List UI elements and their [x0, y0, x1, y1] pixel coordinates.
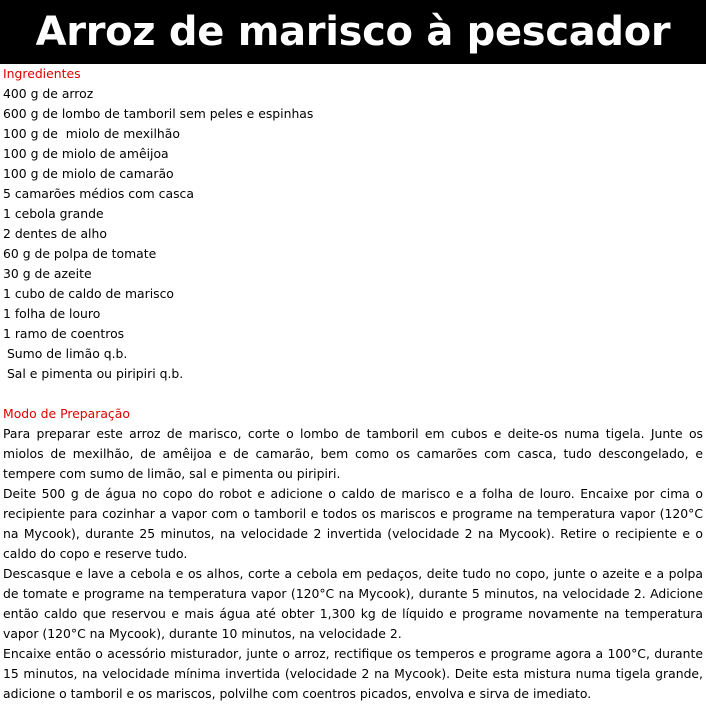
ingredient-item: 100 g de miolo de camarão	[3, 166, 174, 181]
ingredient-item: 100 g de miolo de mexilhão	[3, 126, 180, 141]
preparation-step: Encaixe então o acessório misturador, junte o arroz, rectifique os temperos e programe agora a 100°C, durante 15 minutos, na velocidade mínima invertida (velocidade 2 na Mycook). Deite esta mistura numa tigela grande, adicione o tamboril e os mariscos, polvilhe com coentros picados, envolva e sirva de imediato.	[3, 646, 703, 701]
ingredient-item: 1 folha de louro	[3, 306, 101, 321]
ingredient-item: 60 g de polpa de tomate	[3, 246, 157, 261]
ingredient-item: 2 dentes de alho	[3, 226, 107, 241]
title-bar	[0, 0, 706, 64]
preparation-step: Descasque e lave a cebola e os alhos, corte a cebola em pedaços, deite tudo no copo, junte o azeite e a polpa de tomate e programe na temperatura vapor (120°C na Mycook), durante 5 minutos, na velocidade 2. Adicione então caldo que reservou e mais água até obter 1,300 kg de líquido e programe novamente na temperatura vapor (120°C na Mycook), durante 10 minutos, na velocidade 2.	[3, 566, 703, 641]
preparation-step: Para preparar este arroz de marisco, corte o lombo de tamboril em cubos e deite-os numa tigela. Junte os miolos de mexilhão, de amêijoa e de camarão, bem como os camarões com casca, tudo descongelado, e tempere com sumo de limão, sal e pimenta ou piripiri.	[3, 426, 703, 481]
ingredient-item: 1 cebola grande	[3, 206, 104, 221]
ingredients-heading: Ingredientes	[3, 66, 81, 81]
ingredients-list	[3, 84, 703, 384]
preparation-step: Deite 500 g de água no copo do robot e adicione o caldo de marisco e a folha de louro. Encaixe por cima o recipiente para cozinhar a vapor com o tamboril e todos os mariscos e programe na temperatura vapor (120°C na Mycook), durante 25 minutos, na velocidade 2 invertida (velocidade 2 na Mycook). Retire o recipiente e o caldo do copo e reserve tudo.	[3, 486, 703, 561]
ingredient-item: 1 ramo de coentros	[3, 326, 125, 341]
ingredient-item: 5 camarões médios com casca	[3, 186, 194, 201]
section-spacer	[3, 384, 703, 404]
ingredient-item: 1 cubo de caldo de marisco	[3, 286, 175, 301]
ingredient-item: 100 g de miolo de amêijoa	[3, 146, 169, 161]
ingredient-item: Sal e pimenta ou piripiri q.b.	[3, 366, 184, 381]
ingredient-item: 600 g de lombo de tamboril sem peles e espinhas	[3, 106, 314, 121]
ingredient-item: Sumo de limão q.b.	[3, 346, 128, 361]
recipe-title: Arroz de marisco à pescador	[35, 9, 671, 55]
preparation-steps	[3, 424, 703, 704]
ingredient-item: 30 g de azeite	[3, 266, 92, 281]
recipe-content	[3, 64, 703, 704]
preparation-heading: Modo de Preparação	[3, 406, 130, 421]
ingredient-item: 400 g de arroz	[3, 86, 94, 101]
